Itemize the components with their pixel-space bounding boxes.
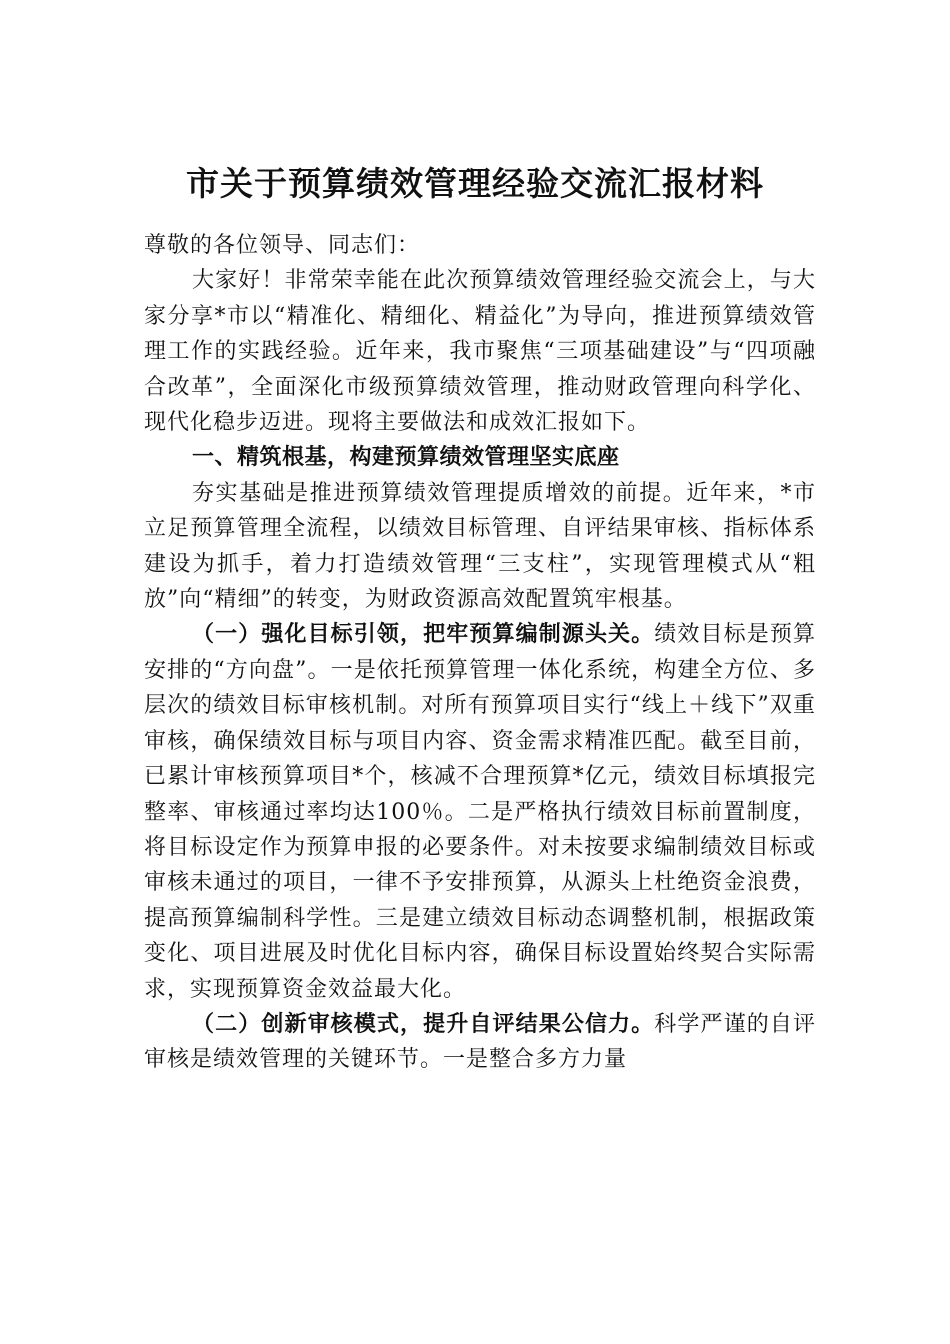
- section-paragraph: 夯实基础是推进预算绩效管理提质增效的前提。近年来，*市立足预算管理全流程，以绩效目标管理、自评结果审核、指标体系建设为抓手，着力打造绩效管理“三支柱”，实现管理模式从“粗放”向“精细”的转变，为财政资源高效配置筑牢根基。: [144, 480, 816, 613]
- subsection-paragraph-2: [144, 1007, 816, 1078]
- document-title: 市关于预算绩效管理经验交流汇报材料: [186, 164, 764, 203]
- subsection-lead-1: （一）强化目标引领，把牢预算编制源头关。: [192, 621, 655, 648]
- subsection-paragraph-1: [144, 617, 816, 1006]
- subsection-text-1: 绩效目标是预算安排的“方向盘”。一是依托预算管理一体化系统，构建全方位、多层次的绩效目标审核机制。对所有预算项目实行“线上＋线下”双重审核，确保绩效目标与项目内容、资金需求精准匹配。截至目前，已累计审核预算项目*个，核减不合理预算*亿元，绩效目标填报完整率、审核通过率均达100％。二是严格执行绩效目标前置制度，将目标设定作为预算申报的必要条件。对未按要求编制绩效目标或审核未通过的项目，一律不予安排预算，从源头上杜绝资金浪费，提高预算编制科学性。三是建立绩效目标动态调整机制，根据政策变化、项目进展及时优化目标内容，确保目标设置始终契合实际需求，实现预算资金效益最大化。: [144, 622, 816, 1002]
- subsection-lead-2: （二）创新审核模式，提升自评结果公信力。: [192, 1010, 655, 1037]
- salutation: 尊敬的各位领导、同志们：: [144, 233, 421, 258]
- section-heading: 一、精筑根基，构建预算绩效管理坚实底座: [192, 445, 620, 471]
- subsection-text-2: 科学严谨的自评审核是绩效管理的关键环节。一是整合多方力量: [144, 1011, 816, 1073]
- intro-paragraph: 大家好！非常荣幸能在此次预算绩效管理经验交流会上，与大家分享*市以“精准化、精细化、精益化”为导向，推进预算绩效管理工作的实践经验。近年来，我市聚焦“三项基础建设”与“四项融合改革”，全面深化市级预算绩效管理，推动财政管理向科学化、现代化稳步迈进。现将主要做法和成效汇报如下。: [144, 268, 816, 436]
- document-body: [144, 228, 816, 1078]
